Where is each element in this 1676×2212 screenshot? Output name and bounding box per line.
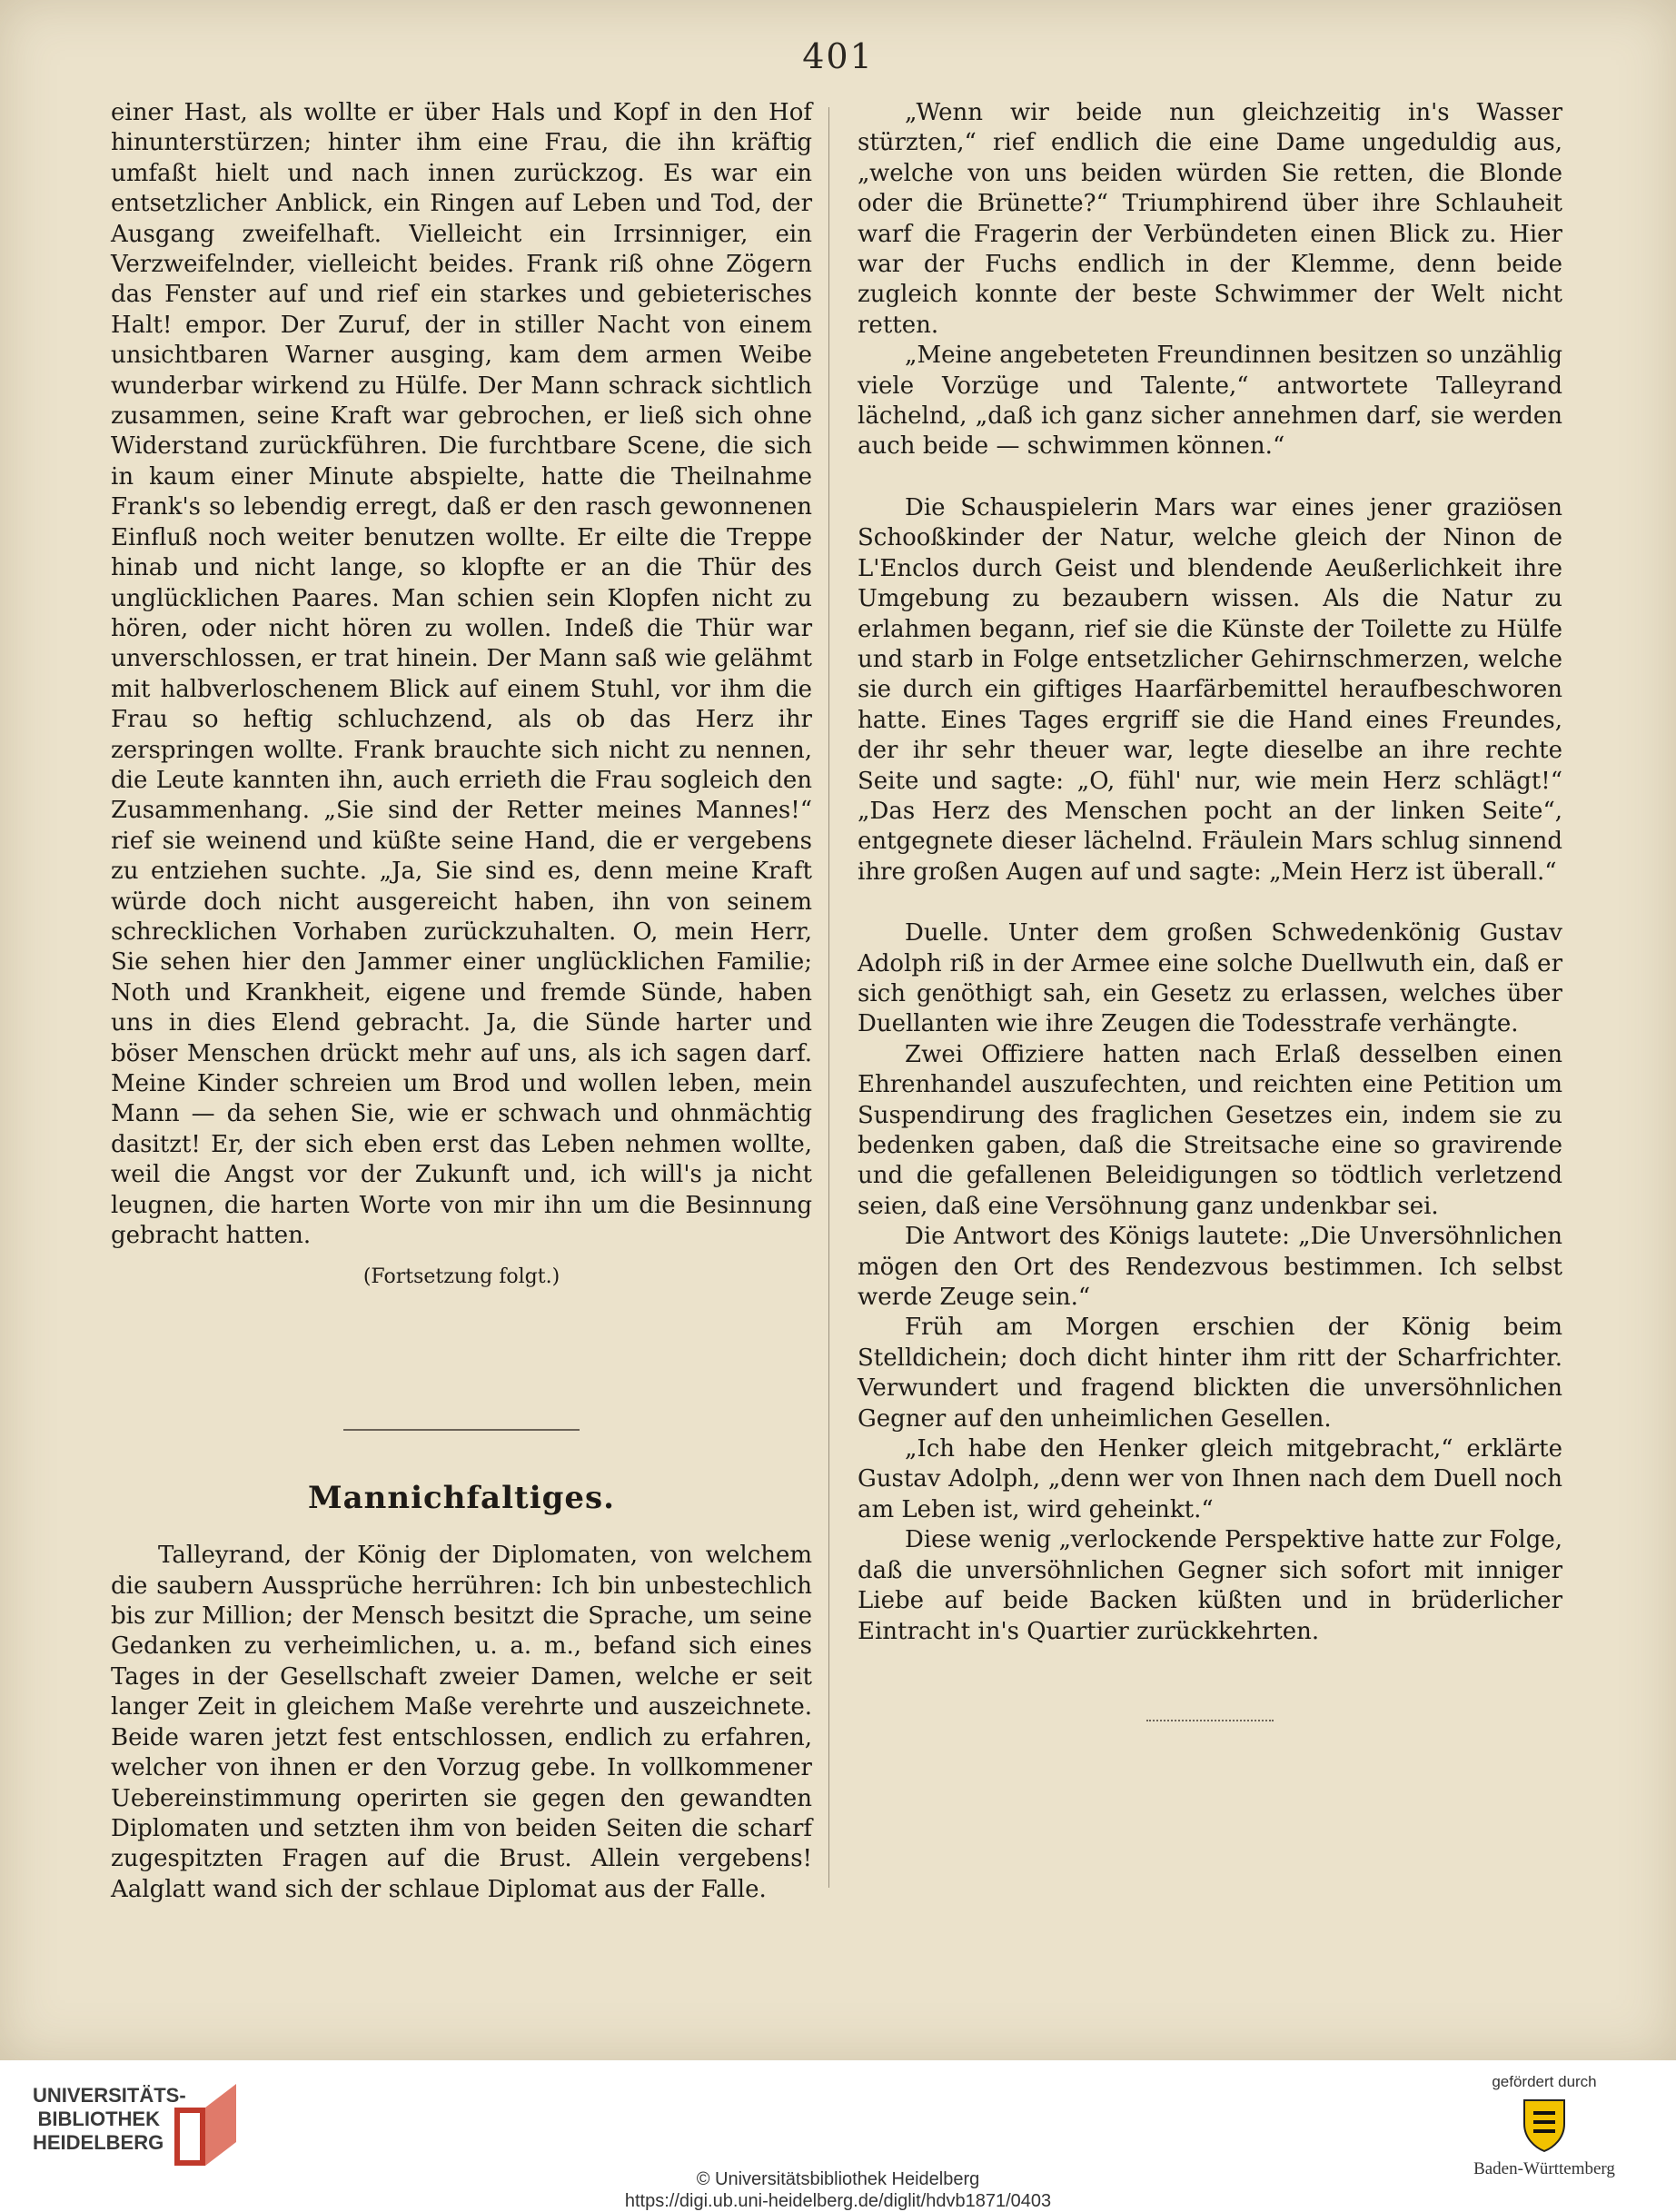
library-logo[interactable]	[33, 2073, 242, 2182]
paragraph: Früh am Morgen erschien der König beim Stelldichein; doch dicht hinter ihm ritt der Scharfrichter. Verwundert und fragend blickten die unversöhnlichen Gegner auf den unheimlichen Gesellen.	[858, 1314, 1562, 1433]
section-rule	[343, 1429, 580, 1431]
talleyrand-paragraph: Talleyrand, der König der Diplomaten, von welchem die saubern Aussprüche herrühren: Ich bin unbestechlich bis zur Million; der Mensch besitzt die Sprache, um seine Gedanken zu verheimlichen, u. a. m., befand sich eines Tages in der Gesellschaft zweier Damen, welche er seit langer Zeit in gleichem Maße verehrte und auszeichnete. Beide waren jetzt fest entschlossen, endlich zu erfahren, welcher von ihnen er den Vorzug gebe. In vollkommener Uebereinstimmung operirten sie gegen den gewandten Diplomaten und setzten ihm von beiden Seiten die scharf zugespitzten Fragen auf die Brust. Allein vergebens! Aalglatt wand sich der schlaue Diplomat aus der Falle.	[111, 1542, 812, 1903]
source-url[interactable]: https://digi.ub.uni-heidelberg.de/diglit/hdvb1871/0403	[624, 2191, 1052, 2211]
state-coat-of-arms-icon	[1517, 2097, 1572, 2153]
paragraph-gap	[858, 462, 1562, 493]
library-name	[33, 2084, 186, 2155]
sponsor-label: gefördert durch	[1492, 2073, 1597, 2090]
paragraph: „Meine angebeteten Freundinnen besitzen so unzählig viele Vorzüge und Talente,“ antwortete Talleyrand lächelnd, „daß ich ganz sicher annehmen darf, sie werden auch beide — schwimmen können.“	[858, 342, 1562, 461]
paragraph-gap	[858, 888, 1562, 918]
library-name-line: BIBLIOTHEK	[37, 2108, 160, 2130]
paragraph: Zwei Offiziere hatten nach Erlaß desselben einen Ehrenhandel auszufechten, und reichten eine Petition um Suspendirung des fraglichen Gesetzes ein, indem sie zu bedenken gaben, daß die Streitsache eine so gravirende und die gefallenen Beleidigungen so tödtlich verletzend seien, daß eine Versöhnung ganz undenkbar sei.	[858, 1040, 1562, 1220]
paragraph: „Ich habe den Henker gleich mitgebracht,“ erklärte Gustav Adolph, „denn wer von Ihnen nach dem Duell noch am Leben ist, wird geheinkt.“	[858, 1435, 1562, 1523]
library-name-line: UNIVERSITÄTS-	[33, 2084, 186, 2107]
paragraph: Diese wenig „verlockende Perspektive hatte zur Folge, daß die unversöhnlichen Gegner sich sofort mit inniger Liebe auf beide Backen küßten und in brüderlicher Eintracht in's Quartier zurückkehrten.	[858, 1526, 1562, 1645]
library-name-line: HEIDELBERG	[33, 2131, 164, 2154]
page-number: 401	[802, 36, 874, 76]
left-column	[111, 98, 812, 1905]
copyright-text: © Universitätsbibliothek Heidelberg	[696, 2169, 980, 2189]
duelle-paragraph: Duelle. Unter dem großen Schwedenkönig Gustav Adolph riß in der Armee eine solche Duellwuth ein, daß er sich genöthigt sah, ein Gesetz zu erlassen, welches über Duellanten wie ihre Zeugen die Todesstrafe verhängte.	[858, 919, 1562, 1038]
right-column	[858, 98, 1562, 1721]
story-paragraph: einer Hast, als wollte er über Hals und Kopf in den Hof hinunterstürzen; hinter ihm eine Frau, die ihn kräftig umfaßt hielt und nach innen zurückzog. Es war ein entsetzlicher Anblick, ein Ringen auf Leben und Tod, der Ausgang zweifelhaft. Vielleicht ein Irrsinniger, ein Verzweifelnder, vielleicht beides. Frank riß ohne Zögern das Fenster auf und rief ein starkes und gebieterisches Halt! empor. Der Zuruf, der in stiller Nacht von einem unsichtbaren Warner ausging, kam dem armen Weibe wunderbar wirkend zu Hülfe. Der Mann schrack sichtlich zusammen, seine Kraft war gebrochen, er ließ sich ohne Widerstand zurückführen. Die furchtbare Scene, die sich in kaum einer Minute abspielte, hatte die Theilnahme Frank's so lebendig erregt, daß er den rasch gewonnenen Einfluß noch weiter benutzen wollte. Er eilte die Treppe hinab und nicht lange, so klopfte er an die Thür des unglücklichen Paares. Man schien sein Klopfen nicht zu hören, oder nicht hören zu wollen. Indeß die Thür war unverschlossen, er trat hinein. Der Mann saß wie gelähmt mit halbverloschenem Blick auf einem Stuhl, vor ihm die Frau so heftig schluchzend, als ob das Herz ihr zerspringen wollte. Frank brauchte sich nicht zu nennen, die Leute kannten ihn, auch errieth die Frau sogleich den Zusammenhang. „Sie sind der Retter meines Mannes!“ rief sie weinend und küßte seine Hand, die er vergebens zu entziehen suchte. „Ja, Sie sind es, denn meine Kraft würde doch nicht ausgereicht haben, ihn von seinem schrecklichen Vorhaben zurückzuhalten. O, mein Herr, Sie sehen hier den Jammer einer unglücklichen Familie; Noth und Krankheit, eigene und fremde Sünde, haben uns in dies Elend gebracht. Ja, die Sünde harter und böser Menschen drückt mehr auf uns, als ich sagen darf. Meine Kinder schreien um Brod und wollen leben, mein Mann — da sehen Sie, wie er schwach und ohnmächtig dasitzt! Er, der sich eben erst das Leben nehmen wollte, weil die Angst vor der Zukunft und, ich will's ja nicht leugnen, die harten Worte von mir ihn um die Besinnung gebracht hatten.	[111, 99, 812, 1250]
paragraph: Die Antwort des Königs lautete: „Die Unversöhnlichen mögen den Ort des Rendezvous bestimmen. Ich selbst werde Zeuge sein.“	[858, 1223, 1562, 1312]
mars-paragraph: Die Schauspielerin Mars war eines jener graziösen Schooßkinder der Natur, welche gleich der Ninon de L'Enclos durch Geist und blendende Aeußerlichkeit ihre Umgebung zu bezaubern wissen. Als die Natur zu erlahmen begann, rief sie die Künste der Toilette zu Hülfe und starb in Folge entsetzlicher Gehirnschmerzen, welche sie durch ein giftiges Haarfärbemittel heraufbeschworen hatte. Eines Tages ergriff sie die Hand eines Freundes, der ihr sehr theuer war, legte dieselbe an ihre rechte Seite und sagte: „O, fühl' nur, wie mein Herz schlägt!“ „Das Herz des Menschen pocht an der linken Seite“, entgegnete dieser lächelnd. Fräulein Mars schlug sinnend ihre großen Augen auf und sagte: „Mein Herz ist überall.“	[858, 493, 1562, 886]
section-heading: Mannichfaltiges.	[307, 1479, 616, 1516]
sponsor-state: Baden-Württemberg	[1473, 2159, 1615, 2178]
column-divider	[828, 107, 829, 1888]
sponsor-block[interactable]	[1453, 2073, 1635, 2179]
paragraph: „Wenn wir beide nun gleichzeitig in's Wasser stürzten,“ rief endlich die eine Dame ungeduldig aus, „welche von uns beiden würden Sie retten, die Blonde oder die Brünette?“ Triumphirend über ihre Schlauheit warf die Fragerin der Verbündeten einen Blick zu. Hier war der Fuchs endlich in der Klemme, denn beide zugleich konnte der beste Schwimmer der Welt nicht retten.	[858, 99, 1562, 339]
end-rule	[1146, 1720, 1274, 1721]
library-mark-icon	[169, 2080, 242, 2171]
continuation-note: (Fortsetzung folgt.)	[362, 1265, 560, 1289]
